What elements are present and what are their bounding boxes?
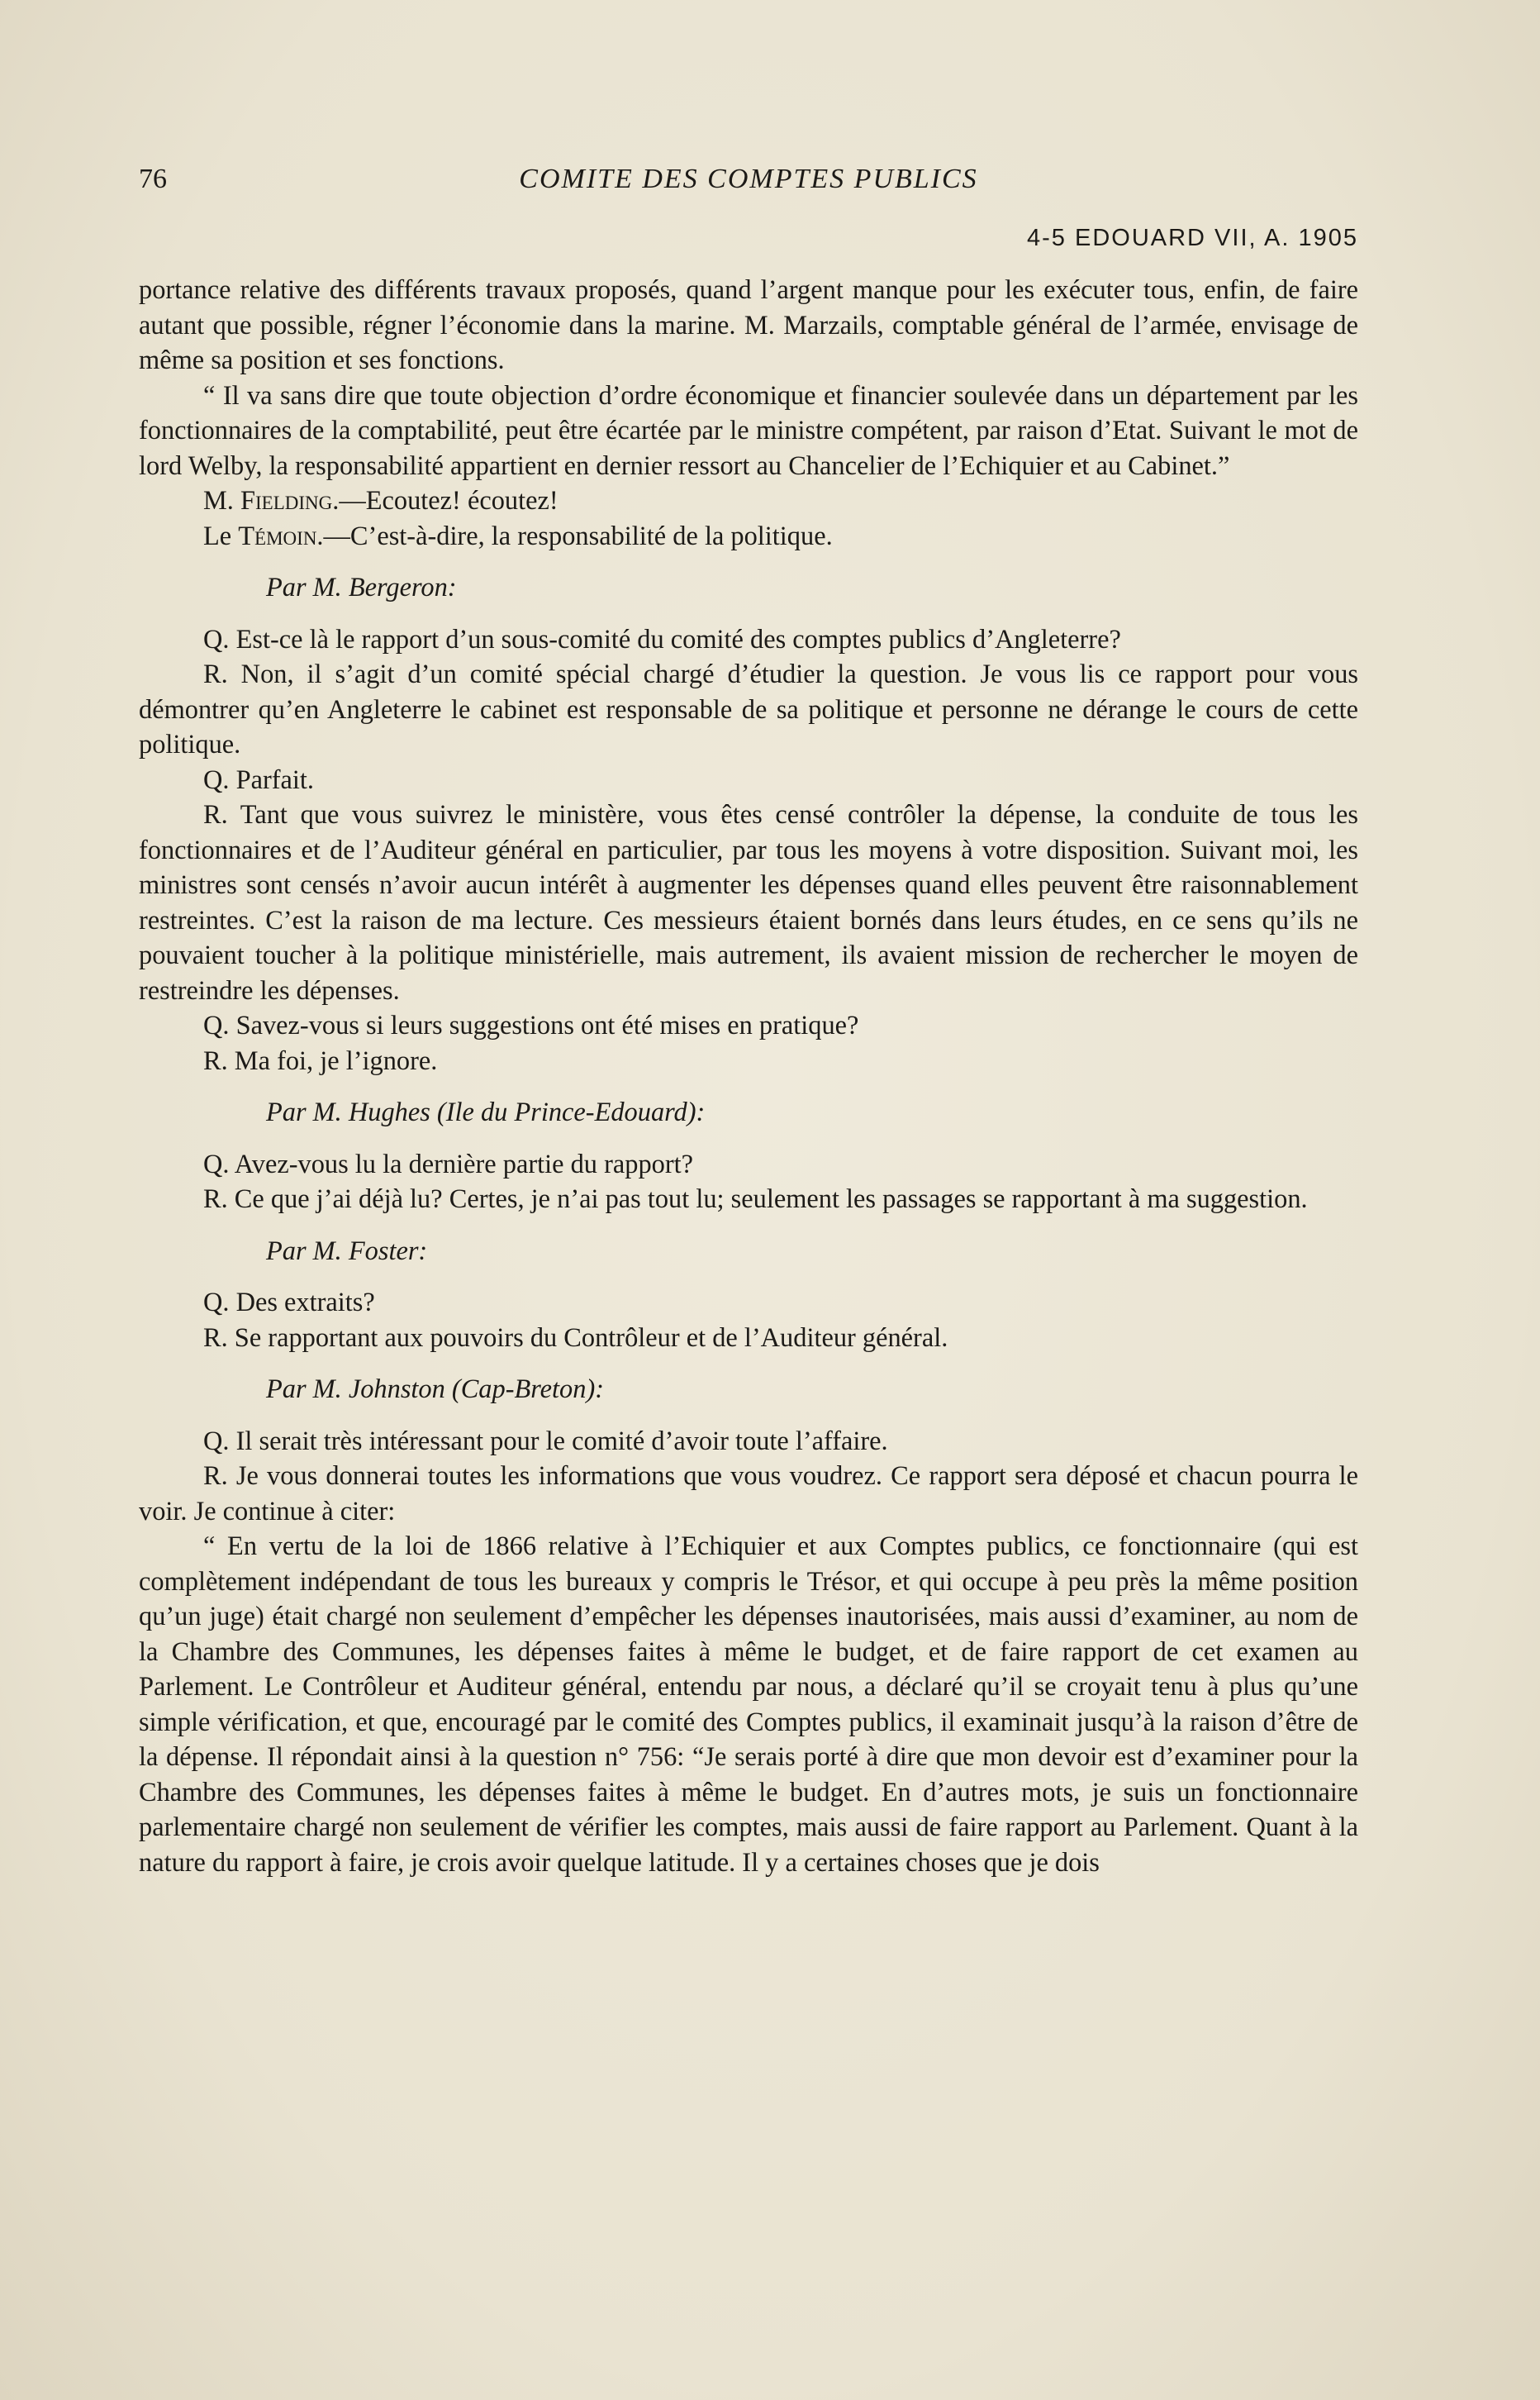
session-label: 4-5 EDOUARD VII, A. 1905: [1027, 225, 1358, 251]
question: Q. Savez-vous si leurs suggestions ont été mises en pratique?: [203, 1011, 859, 1040]
answer: R. Non, il s’agit d’un comité spécial chargé d’étudier la question. Je vous lis ce rapport pour vous démontrer qu’en Angleterre le cabinet est responsable de sa politique et personne ne dérange le cours de cette politique.: [139, 660, 1358, 760]
question: Q. Est-ce là le rapport d’un sous-comité du comité des comptes publics d’Angleterre?: [203, 624, 1121, 655]
answer: R. Ce que j’ai déjà lu? Certes, je n’ai pas tout lu; seulement les passages se rapportant à ma suggestion.: [203, 1184, 1308, 1214]
quoted-paragraph: “ En vertu de la loi de 1866 relative à l’Echiquier et aux Comptes publics, ce fonctionnaire (qui est complètement indépendant de tous les bureaux y compris le Trésor, et qui occupe à peu près la même position qu’un juge) était chargé non seulement d’empêcher les dépenses inautorisées, mais aussi d’examiner, au nom de la Chambre des Communes, les dépenses faites à même le budget, et de faire rapport de cet examen au Parlement. Le Contrôleur et Auditeur général, entendu par nous, a déclaré qu’il se croyait tenu à plus qu’une simple vérification, et que, encouragé par le comité des Comptes publics, il examinait jusqu’à la raison d’être de la dépense. Il répondait ainsi à la question n° 756: “Je serais porté à dire que mon devoir est d’examiner pour la Chambre des Communes, les dépenses faites à même le budget. En d’autres mots, je suis un fonctionnaire parlementaire chargé non seulement de vérifier les comptes, mais aussi de faire rapport au Parlement. Quant à la nature du rapport à faire, je crois avoir quelque latitude. Il y a certaines choses que je dois: [139, 1531, 1358, 1878]
question: Q. Il serait très intéressant pour le comité d’avoir toute l’affaire.: [203, 1426, 888, 1456]
answer: R. Je vous donnerai toutes les informations que vous voudrez. Ce rapport sera déposé et chacun pourra le voir. Je continue à citer:: [139, 1461, 1358, 1526]
section-heading-bergeron: Par M. Bergeron:: [266, 573, 457, 602]
paragraph-continuation: portance relative des différents travaux proposés, quand l’argent manque pour les exécuter tous, enfin, de faire autant que possible, régner l’économie dans la marine. M. Marzails, comptable général de l’armée, envisage de même sa position et ses fonctions.: [139, 275, 1358, 375]
page-header: [139, 164, 1358, 202]
speaker-prefix: Le: [203, 521, 239, 551]
running-title: COMITE DES COMPTES PUBLICS: [519, 164, 978, 194]
speaker-name: M. Fielding.: [203, 486, 340, 516]
section-heading-hughes: Par M. Hughes (Ile du Prince-Edouard):: [266, 1098, 706, 1127]
answer: R. Ma foi, je l’ignore.: [203, 1045, 438, 1076]
document-body: [139, 273, 1358, 1880]
speaker-name: Témoin.: [238, 521, 324, 551]
question: Q. Des extraits?: [203, 1288, 375, 1317]
speaker-line-temoin: [139, 519, 1358, 555]
section-heading-foster: Par M. Foster:: [266, 1236, 428, 1266]
answer: R. Tant que vous suivrez le ministère, vous êtes censé contrôler la dépense, la conduite de tous les fonctionnaires et de l’Auditeur général en particulier, par tous les moyens à votre disposition. Suivant moi, les ministres sont censés n’avoir aucun intérêt à augmenter les dépenses quand elles peuvent être raisonnablement restreintes. C’est la raison de ma lecture. Ces messieurs étaient bornés dans leurs études, en ce sens qu’ils ne pouvaient toucher à la politique ministérielle, mais autrement, ils avaient mission de rechercher le moyen de restreindre les dépenses.: [139, 800, 1358, 1006]
question: Q. Parfait.: [203, 764, 315, 795]
speaker-text: —C’est-à-dire, la responsabilité de la politique.: [323, 521, 833, 551]
section-heading-johnston: Par M. Johnston (Cap-Breton):: [266, 1374, 605, 1404]
speaker-line-fielding: [139, 483, 1358, 519]
speaker-text: —Ecoutez! écoutez!: [339, 486, 558, 516]
answer: R. Se rapportant aux pouvoirs du Contrôleur et de l’Auditeur général.: [203, 1322, 948, 1353]
question: Q. Avez-vous lu la dernière partie du rapport?: [203, 1149, 693, 1179]
page-number: 76: [139, 164, 167, 194]
quoted-paragraph: “ Il va sans dire que toute objection d’ordre économique et financier soulevée dans un département par les fonctionnaires de la comptabilité, peut être écartée par le ministre compétent, par raison d’Etat. Suivant le mot de lord Welby, la responsabilité appartient en dernier ressort au Chancelier de l’Echiquier et au Cabinet.”: [139, 380, 1358, 481]
